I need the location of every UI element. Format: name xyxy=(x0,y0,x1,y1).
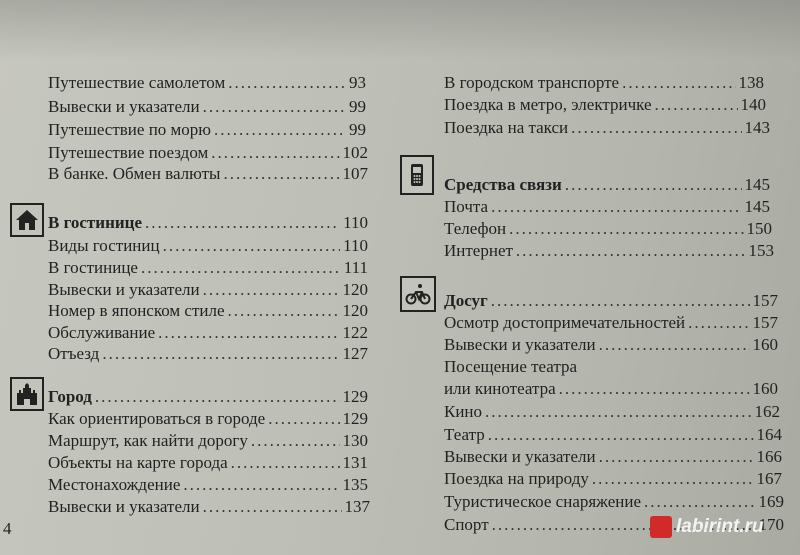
entry-page: 110 xyxy=(343,213,368,232)
entry-title: Как ориентироваться в городе xyxy=(48,409,266,428)
watermark xyxy=(650,516,764,538)
entry-page: 129 xyxy=(342,387,368,406)
phone-icon xyxy=(400,155,434,195)
leader-dots xyxy=(95,386,340,407)
leader-dots xyxy=(223,163,339,184)
toc-entry xyxy=(48,235,368,256)
entry-page: 120 xyxy=(342,280,368,299)
entry-page: 153 xyxy=(748,241,774,260)
leader-dots xyxy=(228,300,340,321)
toc-entry xyxy=(444,240,774,261)
leader-dots xyxy=(516,240,746,261)
toc-entry xyxy=(444,378,778,399)
leader-dots xyxy=(203,496,342,517)
leader-dots xyxy=(565,174,742,195)
entry-title: Вывески и указатели xyxy=(48,280,200,299)
entry-page: 137 xyxy=(344,497,370,516)
leader-dots xyxy=(251,430,340,451)
watermark-text: labirint.ru xyxy=(676,516,764,537)
entry-title: Телефон xyxy=(444,219,507,238)
entry-title: Спорт xyxy=(444,515,489,534)
entry-page: 93 xyxy=(349,73,366,92)
entry-title: В гостинице xyxy=(48,213,143,232)
entry-page: 99 xyxy=(349,120,366,139)
entry-page: 110 xyxy=(343,236,368,255)
toc-entry xyxy=(48,322,368,343)
leader-dots xyxy=(203,279,340,300)
toc-entry xyxy=(444,424,782,445)
entry-page: 131 xyxy=(342,453,368,472)
entry-title: Номер в японском стиле xyxy=(48,301,225,320)
toc-entry xyxy=(48,279,368,300)
entry-page: 107 xyxy=(342,164,368,183)
entry-title: Посещение театра xyxy=(444,357,578,376)
toc-entry xyxy=(48,257,368,278)
toc-entry xyxy=(48,163,368,184)
entry-page: 135 xyxy=(342,475,368,494)
entry-page: 157 xyxy=(752,291,778,310)
leader-dots xyxy=(141,257,341,278)
leader-dots xyxy=(655,94,738,115)
toc-entry xyxy=(444,218,772,239)
toc-entry xyxy=(444,94,766,115)
entry-title: Поездка на такси xyxy=(444,118,569,137)
leader-dots xyxy=(599,446,754,467)
toc-entry xyxy=(48,142,368,163)
entry-title: или кинотеатра xyxy=(444,379,556,398)
leader-dots xyxy=(488,424,754,445)
toc-entry xyxy=(48,300,368,321)
entry-title: В банке. Обмен валюты xyxy=(48,164,221,183)
entry-title: Путешествие по морю xyxy=(48,120,212,139)
entry-title: Вывески и указатели xyxy=(444,335,596,354)
leader-dots xyxy=(688,312,749,333)
toc-entry xyxy=(48,430,368,451)
toc-entry xyxy=(48,496,370,517)
entry-page: 145 xyxy=(744,197,770,216)
entry-page: 169 xyxy=(758,492,784,511)
toc-section-heading xyxy=(444,174,770,195)
entry-title: Театр xyxy=(444,425,485,444)
entry-title: Путешествие самолетом xyxy=(48,73,226,92)
entry-title: Местонахождение xyxy=(48,475,181,494)
toc-entry xyxy=(444,312,778,333)
toc-entry xyxy=(48,408,368,429)
entry-title: Путешествие поездом xyxy=(48,143,209,162)
toc-section-heading xyxy=(48,386,368,407)
entry-title: Город xyxy=(48,387,92,406)
leader-dots xyxy=(102,343,339,364)
toc-section-heading xyxy=(444,290,778,311)
entry-title: В городском транспорте xyxy=(444,73,620,92)
entry-page: 162 xyxy=(754,402,780,421)
entry-title: Почта xyxy=(444,197,489,216)
leader-dots xyxy=(622,72,735,93)
toc-entry xyxy=(444,334,778,355)
bicycle-icon xyxy=(400,276,436,312)
entry-title: Вывески и указатели xyxy=(48,497,200,516)
entry-title: Поездка в метро, электричке xyxy=(444,95,652,114)
entry-page: 160 xyxy=(752,379,778,398)
toc-entry xyxy=(444,356,778,377)
toc-entry xyxy=(48,96,366,117)
entry-title: Отъезд xyxy=(48,344,100,363)
entry-page: 160 xyxy=(752,335,778,354)
entry-title: Кино xyxy=(444,402,483,421)
entry-page: 122 xyxy=(342,323,368,342)
entry-title: Обслуживание xyxy=(48,323,156,342)
leader-dots xyxy=(509,218,743,239)
entry-title: Досуг xyxy=(444,291,488,310)
leader-dots xyxy=(158,322,339,343)
labirint-logo-icon xyxy=(650,516,672,538)
toc-entry xyxy=(444,196,770,217)
entry-title: Средства связи xyxy=(444,175,562,194)
toc-entry xyxy=(444,72,764,93)
leader-dots xyxy=(145,212,340,233)
leader-dots xyxy=(214,119,346,140)
entry-title: Виды гостиниц xyxy=(48,236,160,255)
entry-page: 129 xyxy=(342,409,368,428)
leader-dots xyxy=(599,334,750,355)
entry-title: Маршрут, как найти дорогу xyxy=(48,431,248,450)
leader-dots xyxy=(485,401,751,422)
castle-icon xyxy=(10,377,44,411)
page-shadow xyxy=(0,0,800,60)
toc-section-heading xyxy=(48,212,368,233)
entry-page: 130 xyxy=(342,431,368,450)
toc-entry xyxy=(444,446,782,467)
entry-page: 102 xyxy=(342,143,368,162)
entry-page: 143 xyxy=(744,118,770,137)
leader-dots xyxy=(491,196,741,217)
toc-entry xyxy=(444,468,782,489)
leader-dots xyxy=(644,491,756,512)
entry-page: 111 xyxy=(343,258,368,277)
toc-entry xyxy=(48,452,368,473)
entry-page: 99 xyxy=(349,97,366,116)
page-number: 4 xyxy=(3,519,12,538)
entry-page: 120 xyxy=(342,301,368,320)
toc-entry xyxy=(48,343,368,364)
toc-entry xyxy=(444,491,784,512)
leader-dots xyxy=(571,117,741,138)
entry-page: 140 xyxy=(740,95,766,114)
toc-entry xyxy=(48,72,366,93)
leader-dots xyxy=(491,290,750,311)
entry-page: 150 xyxy=(746,219,772,238)
leader-dots xyxy=(228,72,346,93)
leader-dots xyxy=(211,142,339,163)
entry-page: 164 xyxy=(756,425,782,444)
entry-page: 145 xyxy=(744,175,770,194)
leader-dots xyxy=(559,378,750,399)
entry-title: Вывески и указатели xyxy=(444,447,596,466)
entry-page: 167 xyxy=(756,469,782,488)
entry-page: 138 xyxy=(738,73,764,92)
toc-entry xyxy=(48,474,368,495)
house-icon xyxy=(10,203,44,237)
toc-entry xyxy=(444,117,770,138)
entry-title: Поездка на природу xyxy=(444,469,589,488)
entry-page: 127 xyxy=(342,344,368,363)
entry-title: Вывески и указатели xyxy=(48,97,200,116)
entry-title: Интернет xyxy=(444,241,513,260)
leader-dots xyxy=(592,468,754,489)
toc-entry xyxy=(48,119,366,140)
entry-title: Осмотр достопримечательностей xyxy=(444,313,686,332)
toc-entry xyxy=(444,401,780,422)
leader-dots xyxy=(183,474,339,495)
leader-dots xyxy=(163,235,341,256)
leader-dots xyxy=(231,452,340,473)
entry-title: Объекты на карте города xyxy=(48,453,228,472)
leader-dots xyxy=(268,408,339,429)
entry-title: В гостинице xyxy=(48,258,138,277)
entry-page: 166 xyxy=(756,447,782,466)
entry-title: Туристическое снаряжение xyxy=(444,492,641,511)
entry-page: 157 xyxy=(752,313,778,332)
entry-page: 170 xyxy=(758,515,784,534)
leader-dots xyxy=(203,96,346,117)
